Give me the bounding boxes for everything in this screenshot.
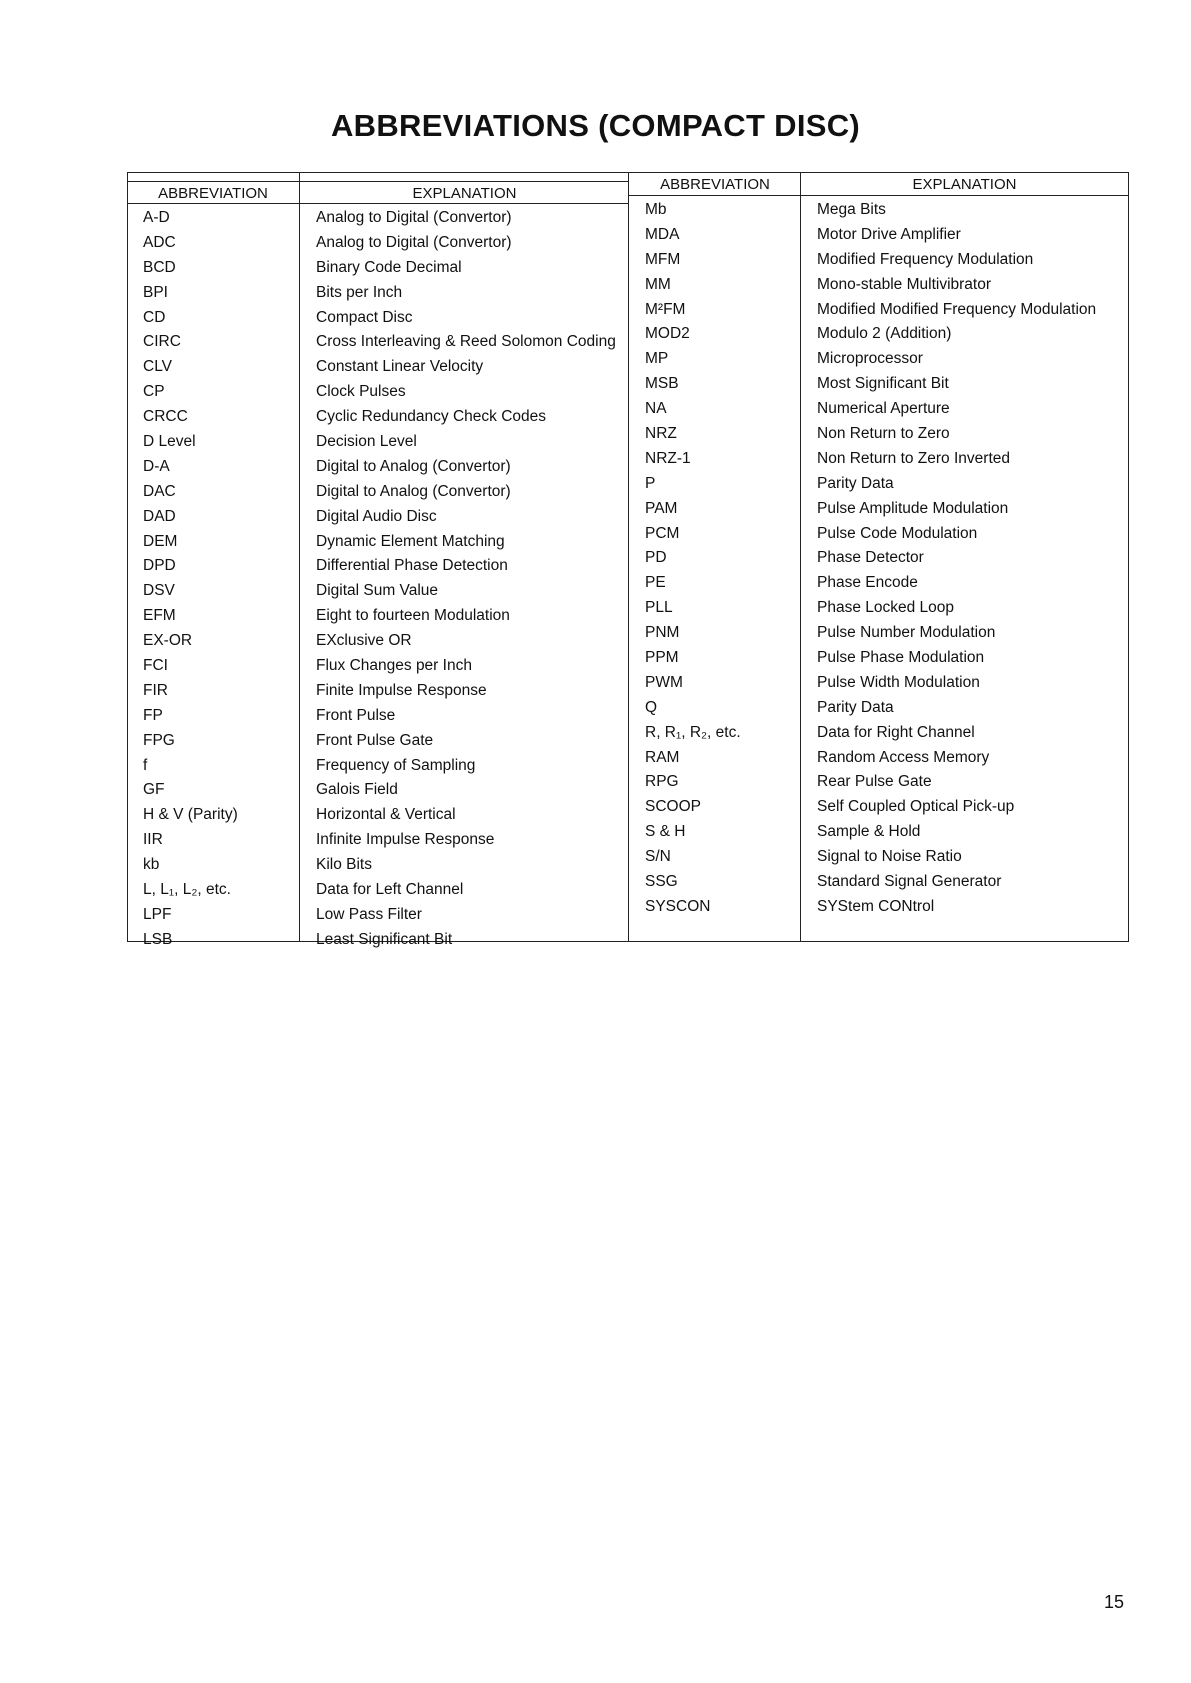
explanation-cell: Mono-stable Multivibrator	[817, 275, 992, 293]
right-explanation-list	[801, 198, 1128, 920]
abbreviation-cell: IIR	[143, 831, 163, 849]
abbreviation-cell: PE	[645, 574, 666, 592]
abbreviation-cell: R, R₁, R₂, etc.	[645, 723, 741, 741]
abbreviation-cell: SYSCON	[645, 897, 711, 915]
abbreviation-cell: BCD	[143, 258, 176, 276]
abbreviation-cell: DAC	[143, 482, 176, 500]
page-title: ABBREVIATIONS (COMPACT DISC)	[330, 108, 861, 143]
explanation-cell: Non Return to Zero Inverted	[817, 449, 1010, 467]
abbreviation-cell: CRCC	[143, 408, 188, 426]
abbreviation-cell: NRZ-1	[645, 449, 691, 467]
right-abbreviation-column	[628, 173, 801, 941]
left-explanation-column	[299, 173, 629, 948]
abbreviation-cell: RPG	[645, 773, 679, 791]
explanation-cell: EXclusive OR	[316, 632, 412, 650]
abbreviation-cell: S/N	[645, 848, 671, 866]
abbreviation-cell: MFM	[645, 250, 681, 268]
explanation-cell: Compact Disc	[316, 308, 413, 326]
explanation-cell: Non Return to Zero	[817, 425, 950, 443]
abbreviation-cell: M²FM	[645, 300, 686, 318]
abbreviation-cell: PWM	[645, 673, 683, 691]
explanation-cell: Frequency of Sampling	[316, 756, 476, 774]
explanation-cell: Modified Frequency Modulation	[817, 250, 1034, 268]
explanation-cell: Cyclic Redundancy Check Codes	[316, 408, 547, 426]
abbreviation-cell: PNM	[645, 624, 680, 642]
abbreviation-cell: MP	[645, 350, 669, 368]
abbreviation-cell: L, L₁, L₂, etc.	[143, 881, 231, 899]
explanation-cell: SYStem CONtrol	[817, 897, 935, 915]
page-number: 15	[1104, 1592, 1125, 1612]
column-header: EXPLANATION	[801, 173, 1128, 196]
right-explanation-column	[800, 173, 1128, 941]
explanation-cell: Data for Left Channel	[316, 881, 464, 899]
explanation-cell: Front Pulse	[316, 706, 396, 724]
abbreviation-cell: ADC	[143, 233, 176, 251]
explanation-cell: Mega Bits	[817, 201, 886, 218]
abbreviation-cell: RAM	[645, 748, 680, 766]
explanation-cell: Digital Audio Disc	[316, 507, 437, 525]
explanation-cell: Dynamic Element Matching	[316, 532, 505, 550]
explanation-cell: Pulse Code Modulation	[817, 524, 978, 542]
abbreviation-cell: CLV	[143, 358, 173, 376]
explanation-cell: Least Significant Bit	[316, 930, 453, 948]
abbreviation-cell: FPG	[143, 731, 175, 749]
left-abbreviation-column	[128, 173, 299, 948]
abbreviation-cell: EX-OR	[143, 632, 193, 650]
explanation-cell: Microprocessor	[817, 350, 923, 368]
abbreviation-cell: CIRC	[143, 333, 181, 351]
explanation-cell: Motor Drive Amplifier	[817, 225, 961, 243]
abbreviation-cell: PAM	[645, 499, 678, 517]
explanation-cell: Binary Code Decimal	[316, 258, 462, 276]
explanation-cell: Front Pulse Gate	[316, 731, 434, 749]
abbreviation-cell: DSV	[143, 582, 175, 600]
abbreviation-cell: CP	[143, 383, 165, 401]
explanation-cell: Kilo Bits	[316, 856, 372, 874]
explanation-cell: Data for Right Channel	[817, 723, 975, 741]
abbreviation-cell: MM	[645, 275, 671, 293]
abbreviation-cell: D-A	[143, 457, 170, 475]
explanation-cell: Low Pass Filter	[316, 905, 422, 923]
abbreviation-cell: Q	[645, 698, 658, 716]
abbreviation-cell: SSG	[645, 873, 678, 891]
explanation-cell: Signal to Noise Ratio	[817, 848, 962, 866]
explanation-cell: Parity Data	[817, 698, 894, 716]
abbreviation-cell: FIR	[143, 681, 168, 699]
abbreviation-cell: DEM	[143, 532, 178, 550]
left-explanation-list	[300, 206, 629, 953]
abbreviation-cell: FCI	[143, 657, 168, 675]
explanation-cell: Constant Linear Velocity	[316, 358, 484, 376]
explanation-cell: Infinite Impulse Response	[316, 831, 495, 849]
explanation-cell: Most Significant Bit	[817, 375, 949, 393]
abbreviation-cell: EFM	[143, 607, 176, 625]
abbreviation-cell: BPI	[143, 283, 168, 301]
abbreviation-cell: PPM	[645, 649, 679, 667]
explanation-cell: Flux Changes per Inch	[316, 657, 472, 675]
explanation-cell: Numerical Aperture	[817, 400, 950, 418]
explanation-cell: Rear Pulse Gate	[817, 773, 932, 791]
abbreviation-cell: MOD2	[645, 325, 690, 343]
explanation-cell: Modified Modified Frequency Modulation	[817, 300, 1097, 318]
explanation-cell: Modulo 2 (Addition)	[817, 325, 952, 343]
column-header: EXPLANATION	[300, 181, 629, 204]
explanation-cell: Pulse Phase Modulation	[817, 649, 985, 667]
explanation-cell: Standard Signal Generator	[817, 873, 1002, 891]
explanation-cell: Analog to Digital (Convertor)	[316, 233, 512, 251]
left-abbreviation-list	[128, 206, 299, 953]
explanation-cell: Digital to Analog (Convertor)	[316, 457, 511, 475]
explanation-cell: Decision Level	[316, 433, 417, 451]
abbreviation-cell: DPD	[143, 557, 176, 575]
explanation-cell: Parity Data	[817, 474, 894, 492]
explanation-cell: Phase Locked Loop	[817, 599, 955, 617]
explanation-cell: Pulse Amplitude Modulation	[817, 499, 1009, 517]
explanation-cell: Clock Pulses	[316, 383, 406, 401]
explanation-cell: Phase Detector	[817, 549, 924, 567]
explanation-cell: Differential Phase Detection	[316, 557, 508, 575]
explanation-cell: Analog to Digital (Convertor)	[316, 209, 512, 226]
abbreviation-cell: f	[143, 756, 148, 774]
abbreviation-cell: MDA	[645, 225, 680, 243]
explanation-cell: Phase Encode	[817, 574, 918, 592]
explanation-cell: Eight to fourteen Modulation	[316, 607, 510, 625]
explanation-cell: Sample & Hold	[817, 823, 921, 841]
abbreviation-cell: CD	[143, 308, 166, 326]
abbreviation-cell: PCM	[645, 524, 680, 542]
explanation-cell: Pulse Width Modulation	[817, 673, 980, 691]
abbreviation-cell: SCOOP	[645, 798, 701, 816]
abbreviation-cell: H & V (Parity)	[143, 806, 238, 824]
abbreviation-cell: A-D	[143, 209, 170, 226]
abbreviation-cell: PLL	[645, 599, 673, 617]
abbreviation-cell: MSB	[645, 375, 679, 393]
explanation-cell: Cross Interleaving & Reed Solomon Coding	[316, 333, 616, 351]
explanation-cell: Horizontal & Vertical	[316, 806, 456, 824]
abbreviation-cell: D Level	[143, 433, 196, 451]
explanation-cell: Galois Field	[316, 781, 398, 799]
abbreviation-cell: GF	[143, 781, 165, 799]
explanation-cell: Finite Impulse Response	[316, 681, 487, 699]
abbreviation-cell: kb	[143, 856, 160, 874]
explanation-cell: Self Coupled Optical Pick-up	[817, 798, 1015, 816]
column-header: ABBREVIATION	[629, 173, 801, 196]
explanation-cell: Digital Sum Value	[316, 582, 439, 600]
abbreviations-table	[127, 172, 1129, 948]
abbreviation-cell: NRZ	[645, 425, 677, 443]
abbreviation-cell: DAD	[143, 507, 176, 525]
explanation-cell: Digital to Analog (Convertor)	[316, 482, 511, 500]
abbreviation-cell: FP	[143, 706, 163, 724]
abbreviation-cell: PD	[645, 549, 667, 567]
abbreviation-cell: P	[645, 474, 656, 492]
abbreviation-cell: LSB	[143, 930, 173, 948]
explanation-cell: Pulse Number Modulation	[817, 624, 996, 642]
column-header: ABBREVIATION	[127, 181, 299, 204]
right-abbreviation-list	[629, 198, 801, 920]
explanation-cell: Bits per Inch	[316, 283, 403, 301]
abbreviation-cell: Mb	[645, 201, 667, 218]
abbreviation-cell: LPF	[143, 905, 172, 923]
explanation-cell: Random Access Memory	[817, 748, 990, 766]
abbreviation-cell: S & H	[645, 823, 686, 841]
abbreviation-cell: NA	[645, 400, 667, 418]
